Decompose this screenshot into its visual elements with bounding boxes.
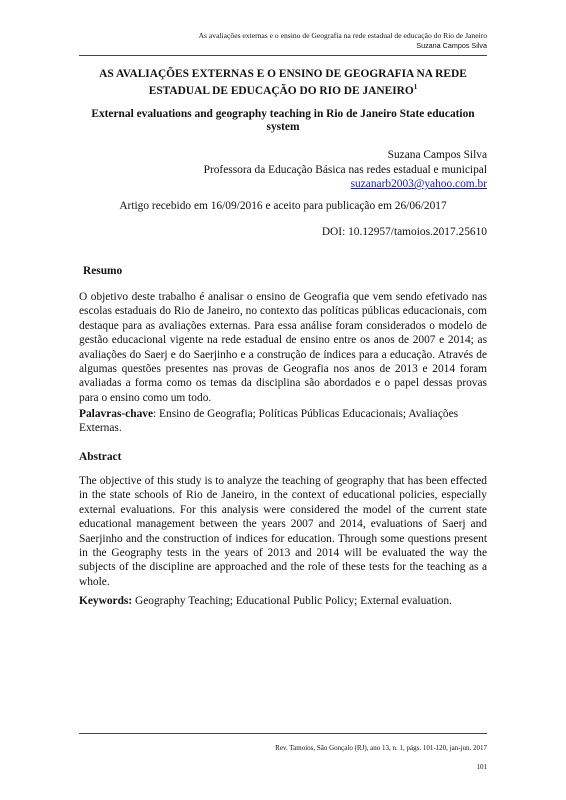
abstract-text: The objective of this study is to analyze the teaching of geography that has been effected in the state schools of Rio de Janeiro, in the context of educational policies, especially external evaluations. For this analysis were considered the model of the current state educational management between the years 2007 and 2014, evaluations of Saerj and Saerjinho and the construction of indices for education. Through some questions present in the Geography tests in the years of 2013 and 2014 will be evaluated the way the subjects of the discipline are approached and the role of these tests for the teaching as a whole. bbox=[79, 475, 487, 588]
palavras-chave-text: : Ensino de Geografia; Políticas Públicas Educacionais; Avaliações Externas. bbox=[79, 408, 459, 435]
article-title bbox=[79, 68, 487, 98]
footnote-mark[interactable]: 1 bbox=[413, 83, 418, 91]
running-head-title: As avaliações externas e o ensino de Geografia na rede estadual de educação do Rio de Janeiro bbox=[198, 31, 487, 40]
header-rule bbox=[79, 55, 487, 56]
author-affiliation: Professora da Educação Básica nas redes estadual e municipal bbox=[203, 163, 487, 176]
footer-rule bbox=[79, 733, 487, 734]
article-title-text: AS AVALIAÇÕES EXTERNAS E O ENSINO DE GEOGRAFIA NA REDE ESTADUAL DE EDUCAÇÃO DO RIO DE JANEIRO bbox=[99, 68, 467, 97]
doi[interactable]: DOI: 10.12957/tamoios.2017.25610 bbox=[321, 226, 487, 238]
resumo-text: O objetivo deste trabalho é analisar o ensino de Geografia que vem sendo efetivado nas escolas estaduais do Rio de Janeiro, no contexto das políticas públicas educacionais, com destaque para as avaliações externas. Para essa análise foram considerados o modelo de gestão educacional vigente na rede estadual de ensino entre os anos de 2007 e 2014; as avaliações do Saerj e do Saerjinho e a construção de índices para a educação. Através de algumas questões presentes nas provas de Geografia nos anos de 2013 e 2014 foram avaliadas a forma como os temas da disciplina são abordados e o papel dessas provas para o ensino como um todo. bbox=[79, 291, 487, 404]
running-head bbox=[79, 31, 487, 51]
keywords-label: Keywords: bbox=[79, 595, 133, 607]
author-name: Suzana Campos Silva bbox=[387, 149, 487, 161]
author-email-link[interactable]: suzanarb2003@yahoo.com.br bbox=[350, 178, 487, 191]
journal-citation: Rev. Tamoios, São Gonçalo (RJ), ano 13, n. 1, págs. 101-120, jan-jun. 2017 bbox=[275, 744, 487, 752]
article-title-english: External evaluations and geography teaching in Rio de Janeiro State education system bbox=[91, 108, 475, 133]
keywords-text: Geography Teaching; Educational Public Policy; External evaluation. bbox=[132, 595, 452, 607]
received-date: Artigo recebido em 16/09/2016 e aceito para publicação em 26/06/2017 bbox=[119, 200, 447, 212]
author-block bbox=[204, 148, 487, 192]
palavras-chave bbox=[79, 407, 487, 436]
running-head-author: Suzana Campos Silva bbox=[416, 41, 487, 50]
palavras-chave-label: Palavras-chave bbox=[79, 408, 154, 420]
keywords bbox=[79, 594, 487, 608]
page-number: 101 bbox=[476, 763, 487, 771]
resumo-heading: Resumo bbox=[83, 265, 123, 277]
abstract-heading: Abstract bbox=[79, 451, 122, 463]
